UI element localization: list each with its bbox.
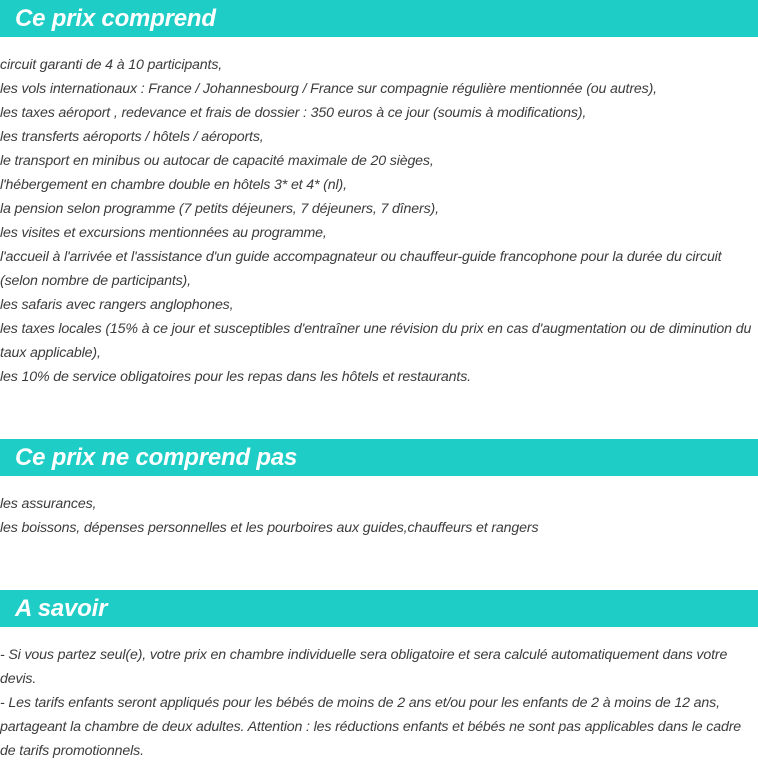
included-item: l'hébergement en chambre double en hôtels 3* et 4* (nl),	[0, 177, 347, 193]
section-header-included	[0, 0, 758, 37]
included-item: les 10% de service obligatoires pour les repas dans les hôtels et restaurants.	[0, 369, 471, 385]
section-body-included	[0, 53, 758, 389]
not-included-item: les assurances,	[0, 496, 97, 512]
section-header-info	[0, 590, 758, 627]
included-item: la pension selon programme (7 petits déjeuners, 7 déjeuners, 7 dîners),	[0, 201, 439, 217]
info-item: - Si vous partez seul(e), votre prix en chambre individuelle sera obligatoire et sera calculé automatiquement dans votre devis.	[0, 647, 728, 687]
included-item: les transferts aéroports / hôtels / aéroports,	[0, 129, 264, 145]
section-header-not-included	[0, 439, 758, 476]
included-item: le transport en minibus ou autocar de capacité maximale de 20 sièges,	[0, 153, 434, 169]
included-item: circuit garanti de 4 à 10 participants,	[0, 57, 223, 73]
included-item: les taxes locales (15% à ce jour et susceptibles d'entraîner une révision du prix en cas d'augmentation ou de diminution du taux applicable),	[0, 321, 752, 361]
included-item: l'accueil à l'arrivée et l'assistance d'un guide accompagnateur ou chauffeur-guide francophone pour la durée du circuit (selon nombre de participants),	[0, 249, 722, 289]
included-item: les vols internationaux : France / Johannesbourg / France sur compagnie régulière mentionnée (ou autres),	[0, 81, 657, 97]
included-item: les taxes aéroport , redevance et frais de dossier : 350 euros à ce jour (soumis à modifications),	[0, 105, 587, 121]
included-item: les visites et excursions mentionnées au programme,	[0, 225, 327, 241]
section-title-not-included: Ce prix ne comprend pas	[15, 443, 298, 471]
info-item: - Les tarifs enfants seront appliqués pour les bébés de moins de 2 ans et/ou pour les enfants de 2 à moins de 12 ans, partageant la chambre de deux adultes. Attention : les réductions enfants et bébés ne sont pas applicables dans le cadre de tarifs promotionnels.	[0, 695, 742, 759]
not-included-item: les boissons, dépenses personnelles et les pourboires aux guides,chauffeurs et rangers	[0, 520, 539, 536]
included-item: les safaris avec rangers anglophones,	[0, 297, 234, 313]
section-title-included: Ce prix comprend	[15, 4, 216, 32]
section-body-info	[0, 643, 758, 763]
section-body-not-included	[0, 492, 758, 540]
section-title-info: A savoir	[15, 594, 108, 622]
